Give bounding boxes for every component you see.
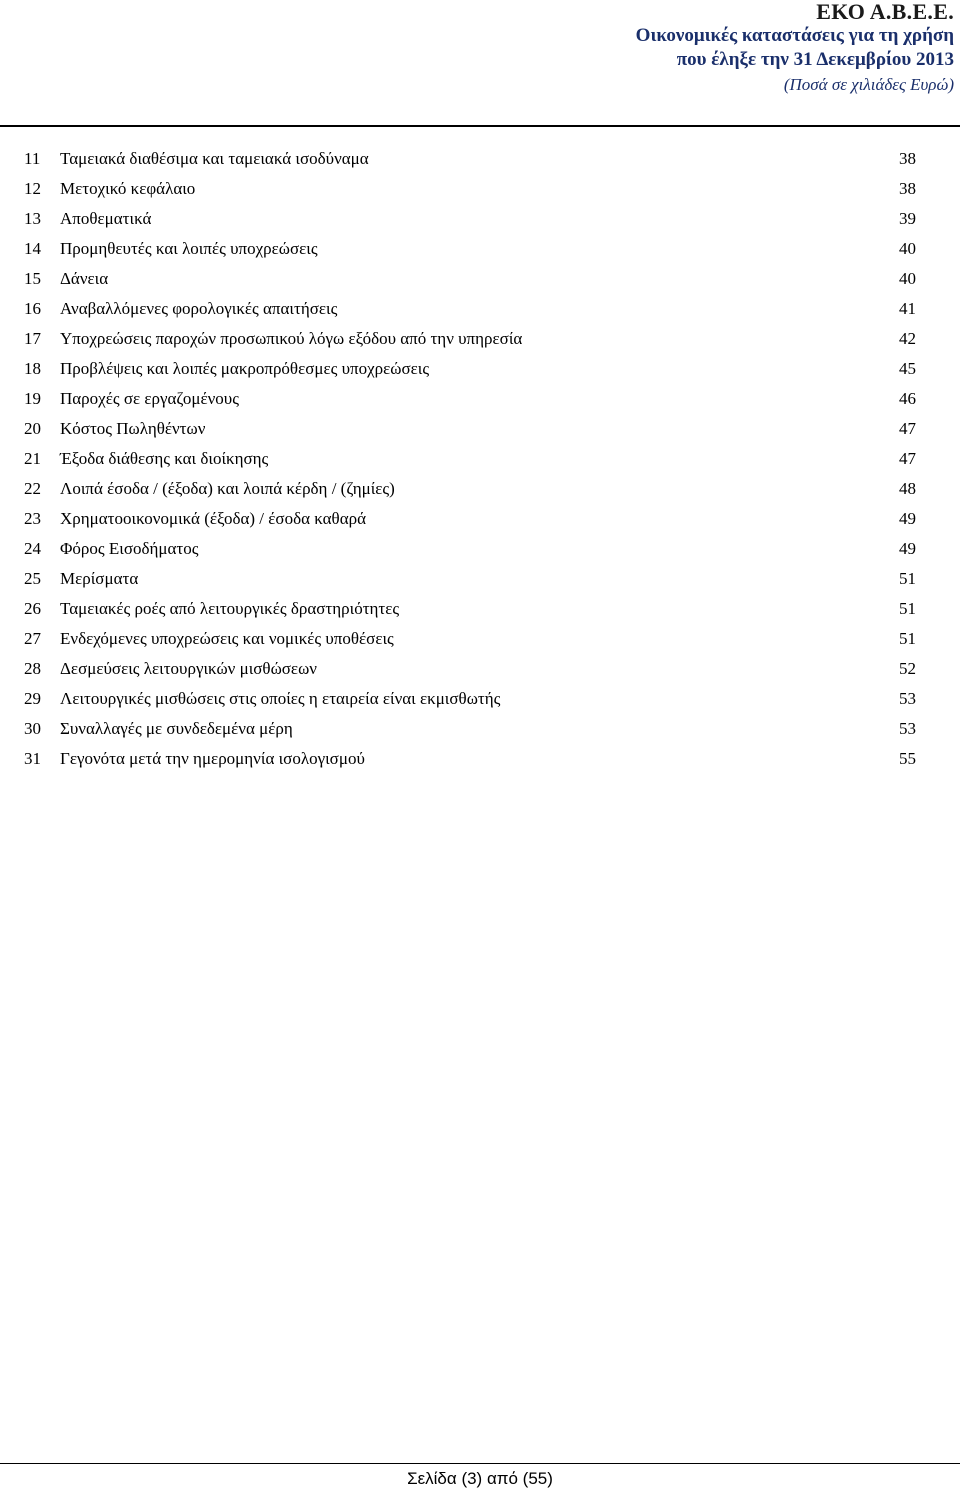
toc-entry <box>24 149 916 179</box>
toc-entry-title: Προμηθευτές και λοιπές υποχρεώσεις <box>60 239 318 258</box>
document-title: Οικονομικές καταστάσεις για τη χρήση <box>635 25 954 46</box>
amount-units-note: (Ποσά σε χιλιάδες Ευρώ) <box>783 75 954 94</box>
toc-entry <box>24 209 916 239</box>
toc-entry-number: 22 <box>24 479 41 498</box>
toc-entry-number: 19 <box>24 389 41 408</box>
toc-entry <box>24 629 916 659</box>
toc-entry-number: 18 <box>24 359 41 378</box>
toc-entry-title: Λοιπά έσοδα / (έξοδα) και λοιπά κέρδη / (ζημίες) <box>60 479 395 498</box>
toc-entry-number: 12 <box>24 179 41 198</box>
toc-entry-page: 51 <box>899 599 916 618</box>
toc-entry <box>24 239 916 269</box>
toc-entry-number: 13 <box>24 209 41 228</box>
toc-entry-page: 47 <box>899 419 916 438</box>
toc-entry-number: 24 <box>24 539 41 558</box>
table-of-contents <box>24 149 916 779</box>
toc-entry-page: 38 <box>899 179 916 198</box>
toc-entry-number: 17 <box>24 329 41 348</box>
toc-entry-page: 45 <box>899 359 916 378</box>
toc-entry-title: Ταμειακές ροές από λειτουργικές δραστηριότητες <box>60 599 400 618</box>
toc-entry-number: 14 <box>24 239 41 258</box>
toc-entry-page: 49 <box>899 509 916 528</box>
toc-entry-title: Χρηματοοικονομικά (έξοδα) / έσοδα καθαρά <box>60 509 366 528</box>
toc-entry <box>24 569 916 599</box>
page-header <box>636 0 954 97</box>
toc-entry-number: 20 <box>24 419 41 438</box>
toc-entry <box>24 689 916 719</box>
toc-entry <box>24 419 916 449</box>
toc-entry-number: 27 <box>24 629 41 648</box>
toc-entry-title: Δάνεια <box>60 269 109 288</box>
toc-entry-title: Προβλέψεις και λοιπές μακροπρόθεσμες υποχρεώσεις <box>60 359 430 378</box>
toc-entry <box>24 359 916 389</box>
toc-entry <box>24 659 916 689</box>
toc-entry-title: Κόστος Πωληθέντων <box>60 419 206 438</box>
toc-entry <box>24 719 916 749</box>
toc-entry-number: 31 <box>24 749 41 768</box>
toc-entry-page: 49 <box>899 539 916 558</box>
toc-entry-title: Δεσμεύσεις λειτουργικών μισθώσεων <box>60 659 317 678</box>
toc-entry-number: 21 <box>24 449 41 468</box>
toc-entry-number: 23 <box>24 509 41 528</box>
toc-entry-page: 55 <box>899 749 916 768</box>
toc-entry-number: 25 <box>24 569 41 588</box>
toc-entry-title: Αναβαλλόμενες φορολογικές απαιτήσεις <box>60 299 338 318</box>
toc-entry <box>24 329 916 359</box>
toc-entry-title: Γεγονότα μετά την ημερομηνία ισολογισμού <box>60 749 365 768</box>
toc-entry-page: 46 <box>899 389 916 408</box>
toc-entry <box>24 509 916 539</box>
toc-entry-page: 51 <box>899 569 916 588</box>
toc-entry-title: Παροχές σε εργαζομένους <box>60 389 239 408</box>
toc-entry <box>24 449 916 479</box>
page-footer <box>0 1469 960 1489</box>
toc-entry-number: 30 <box>24 719 41 738</box>
toc-entry <box>24 539 916 569</box>
toc-entry <box>24 179 916 209</box>
toc-entry-title: Φόρος Εισοδήματος <box>60 539 199 558</box>
toc-entry-page: 39 <box>899 209 916 228</box>
toc-entry-title: Μερίσματα <box>60 569 139 588</box>
toc-entry <box>24 299 916 329</box>
toc-entry-page: 38 <box>899 149 916 168</box>
toc-entry-number: 29 <box>24 689 41 708</box>
toc-entry <box>24 479 916 509</box>
toc-entry-title: Μετοχικό κεφάλαιο <box>60 179 196 198</box>
document-period: που έληξε την 31 Δεκεμβρίου 2013 <box>676 49 954 70</box>
toc-entry-page: 51 <box>899 629 916 648</box>
toc-entry-page: 52 <box>899 659 916 678</box>
toc-entry <box>24 749 916 779</box>
toc-entry-page: 42 <box>899 329 916 348</box>
toc-entry-number: 16 <box>24 299 41 318</box>
toc-entry-title: Έξοδα διάθεσης και διοίκησης <box>60 449 269 468</box>
toc-entry-title: Αποθεματικά <box>60 209 152 228</box>
toc-entry <box>24 269 916 299</box>
toc-entry-page: 53 <box>899 719 916 738</box>
toc-entry-page: 41 <box>899 299 916 318</box>
page-number-label: Σελίδα (3) από (55) <box>407 1469 553 1488</box>
footer-divider <box>0 1463 960 1464</box>
toc-entry-title: Λειτουργικές μισθώσεις στις οποίες η εταιρεία είναι εκμισθωτής <box>60 689 501 708</box>
toc-entry-title: Υποχρεώσεις παροχών προσωπικού λόγω εξόδου από την υπηρεσία <box>60 329 523 348</box>
toc-entry-page: 53 <box>899 689 916 708</box>
toc-entry <box>24 599 916 629</box>
toc-entry-number: 28 <box>24 659 41 678</box>
toc-entry-page: 40 <box>899 269 916 288</box>
toc-entry-title: Συναλλαγές με συνδεδεμένα μέρη <box>60 719 293 738</box>
toc-entry-page: 40 <box>899 239 916 258</box>
toc-entry-title: Ενδεχόμενες υποχρεώσεις και νομικές υποθέσεις <box>60 629 394 648</box>
toc-entry-number: 15 <box>24 269 41 288</box>
toc-entry <box>24 389 916 419</box>
toc-entry-number: 26 <box>24 599 41 618</box>
toc-entry-page: 48 <box>899 479 916 498</box>
toc-entry-page: 47 <box>899 449 916 468</box>
header-divider <box>0 125 960 127</box>
toc-entry-number: 11 <box>24 149 41 168</box>
company-name: ΕΚΟ Α.Β.Ε.Ε. <box>816 0 954 24</box>
toc-entry-title: Ταμειακά διαθέσιμα και ταμειακά ισοδύναμα <box>60 149 369 168</box>
